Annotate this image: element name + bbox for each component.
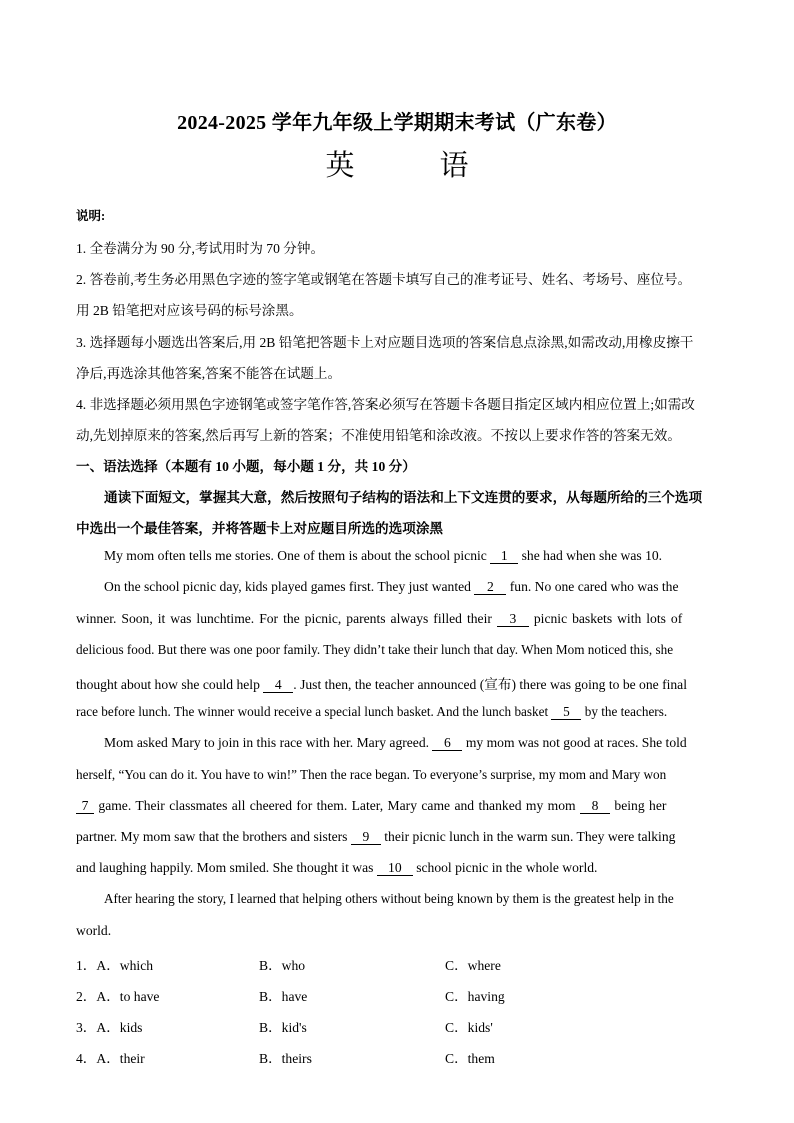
section-directions-b: 中选出一个最佳答案，并将答题卡上对应题目所选的选项涂黑 [76, 521, 444, 536]
option-b[interactable]: B．who [259, 958, 306, 973]
instruction-3b: 净后,再选涂其他答案,答案不能答在试题上。 [76, 366, 342, 381]
option-a[interactable]: A．kids [96, 1020, 143, 1035]
instruction-2b: 用 2B 铅笔把对应该号码的标号涂黑。 [76, 303, 303, 318]
blank-10: 10 [377, 861, 413, 876]
instructions-heading: 说明: [76, 209, 106, 223]
blank-2: 2 [474, 580, 506, 595]
option-c[interactable]: C．kids' [445, 1020, 493, 1035]
blank-7: 7 [76, 799, 94, 814]
section-heading: 一、语法选择（本题有 10 小题，每小题 1 分，共 10 分） [76, 459, 416, 474]
exam-title: 2024-2025 学年九年级上学期期末考试（广东卷） [177, 112, 617, 134]
blank-8: 8 [580, 799, 610, 814]
passage-line: winner. Soon, it was lunchtime. For the picnic, parents always filled their 3 picnic baskets with lots of [76, 611, 683, 626]
option-a[interactable]: A．their [96, 1051, 145, 1066]
passage-line: race before lunch. The winner would receive a special lunch basket. And the lunch basket 5 by the teachers. [76, 704, 668, 719]
passage-line: and laughing happily. Mom smiled. She thought it was 10 school picnic in the whole world. [76, 860, 598, 875]
passage-line: After hearing the story, I learned that helping others without being known by them is the greatest help in the [104, 891, 674, 906]
option-b[interactable]: B．kid's [259, 1020, 307, 1035]
option-a[interactable]: A．to have [96, 989, 160, 1004]
instruction-4b: 动,先划掉原来的答案,然后再写上新的答案；不准使用铅笔和涂改液。不按以上要求作答的答案无效。 [76, 428, 681, 443]
blank-9: 9 [351, 830, 381, 845]
passage-line: world. [76, 923, 112, 938]
passage-line: 7 game. Their classmates all cheered for them. Later, Mary came and thanked my mom 8 being her [76, 798, 722, 814]
blank-1: 1 [490, 549, 518, 564]
option-b[interactable]: B．theirs [259, 1051, 312, 1066]
blank-5: 5 [551, 705, 581, 720]
passage-line: partner. My mom saw that the brothers and sisters 9 their picnic lunch in the warm sun. They were talking [76, 829, 676, 844]
passage-line: My mom often tells me stories. One of them is about the school picnic 1 she had when she was 10. [104, 548, 663, 563]
passage-line: On the school picnic day, kids played games first. They just wanted 2 fun. No one cared who was the [104, 579, 679, 594]
instruction-2a: 2. 答卷前,考生务必用黑色字迹的签字笔或钢笔在答题卡填写自己的准考证号、姓名、考场号、座位号。 [76, 272, 692, 287]
subject-title: 英 语 [325, 150, 497, 182]
passage-line: delicious food. But there was one poor family. They didn’t take their lunch that day. When Mom noticed this, she [76, 642, 674, 657]
option-b[interactable]: B．have [259, 989, 308, 1004]
instruction-3a: 3. 选择题每小题选出答案后,用 2B 铅笔把答题卡上对应题目选项的答案信息点涂黑,如需改动,用橡皮擦干 [76, 335, 694, 350]
option-c[interactable]: C．having [445, 989, 505, 1004]
blank-6: 6 [432, 736, 462, 751]
option-a[interactable]: A．which [96, 958, 154, 973]
option-c[interactable]: C．where [445, 958, 501, 973]
passage-line: herself, “You can do it. You have to win!” Then the race began. To everyone’s surprise, my mom and Mary won [76, 767, 667, 782]
blank-4: 4 [263, 678, 293, 693]
passage-line: thought about how she could help 4 . Just then, the teacher announced (宣布) there was going to be one final [76, 677, 687, 692]
instruction-1: 1. 全卷满分为 90 分,考试用时为 70 分钟。 [76, 241, 325, 256]
instruction-4a: 4. 非选择题必须用黑色字迹钢笔或签字笔作答,答案必须写在答题卡各题目指定区域内相应位置上;如需改 [76, 397, 695, 412]
exam-page: 2024-2025 学年九年级上学期期末考试（广东卷） 英 语 说明: 1. 全卷满分为 90 分,考试用时为 70 分钟。 2. 答卷前,考生务必用黑色字迹的签字笔或钢笔在答题卡填写自己的准考证号、姓名、考场号、座位号。 用 2B 铅笔把对应该号码的标号涂黑。 3. 选择题每小题选出答案后,用 2B 铅笔把答题卡上对应题目选项的答案信息点涂黑,如需改动,用橡皮擦干 净后,再选涂其他答案,答案不能答在试题上。 4. 非选择题必须用黑色字迹钢笔或签字笔作答,答案必须写在答题卡各题目指定区域内相应位置上;如需改 动,先划掉原来的答案,然后再写上新的答案；不准使用铅笔和涂改液。不按以上要求作答的答案无效。 一、语法选择（本题有 10 小题，每小题 1 分，共 10 分） 通读下面短文，掌握其大意，然后按照句子结构的语法和上下文连贯的要求，从每题所给的三个选项 中选出一个最佳答案，并将答题卡上对应题目所选的选项涂黑 My mom often tells me stories. One of them is about the school picnic 1 she had when she was 10. On the school picnic day, kids played games first. They just wanted 2 fun. No one cared who was the winner. Soon, it was lunchtime. For the picnic, parents always filled their 3 picnic baskets with lots of delicious food. But there was one poor family. They didn’t take their lunch that day. When Mom noticed this, she thought about how she could help 4 . Just then, the teacher announced (宣布) there was going to be one final race before lunch. The winner would receive a special lunch basket. And the lunch basket 5 by the teachers. Mom asked Mary to join in this race with her. Mary agreed. 6 my mom was not good at races. She told herself, “You can do it. You have to win!” Then the race began. To everyone’s surprise, my mom and Mary won 7 game. Their classmates all cheered for them. Later, Mary came and thanked my mom 8 being her partner. My mom saw that the brothers and sisters 9 their picnic lunch in the warm sun. They were talking and laughing happily. Mom smiled. She thought it was 10 school picnic in the whole world. After hearing the story, I learned that helping others without being known by them is the greatest help in the world. 1．A．which B．who C．where 2．A．to have B．have C．having 3．A．kids B．kid's C．kids' 4．A．their B．theirs C．them [0, 0, 794, 1123]
blank-3: 3 [497, 612, 529, 627]
section-directions-a: 通读下面短文，掌握其大意，然后按照句子结构的语法和上下文连贯的要求，从每题所给的三个选项 [104, 490, 703, 505]
passage-line: Mom asked Mary to join in this race with her. Mary agreed. 6 my mom was not good at races. She told [104, 735, 687, 750]
option-c[interactable]: C．them [445, 1051, 495, 1066]
